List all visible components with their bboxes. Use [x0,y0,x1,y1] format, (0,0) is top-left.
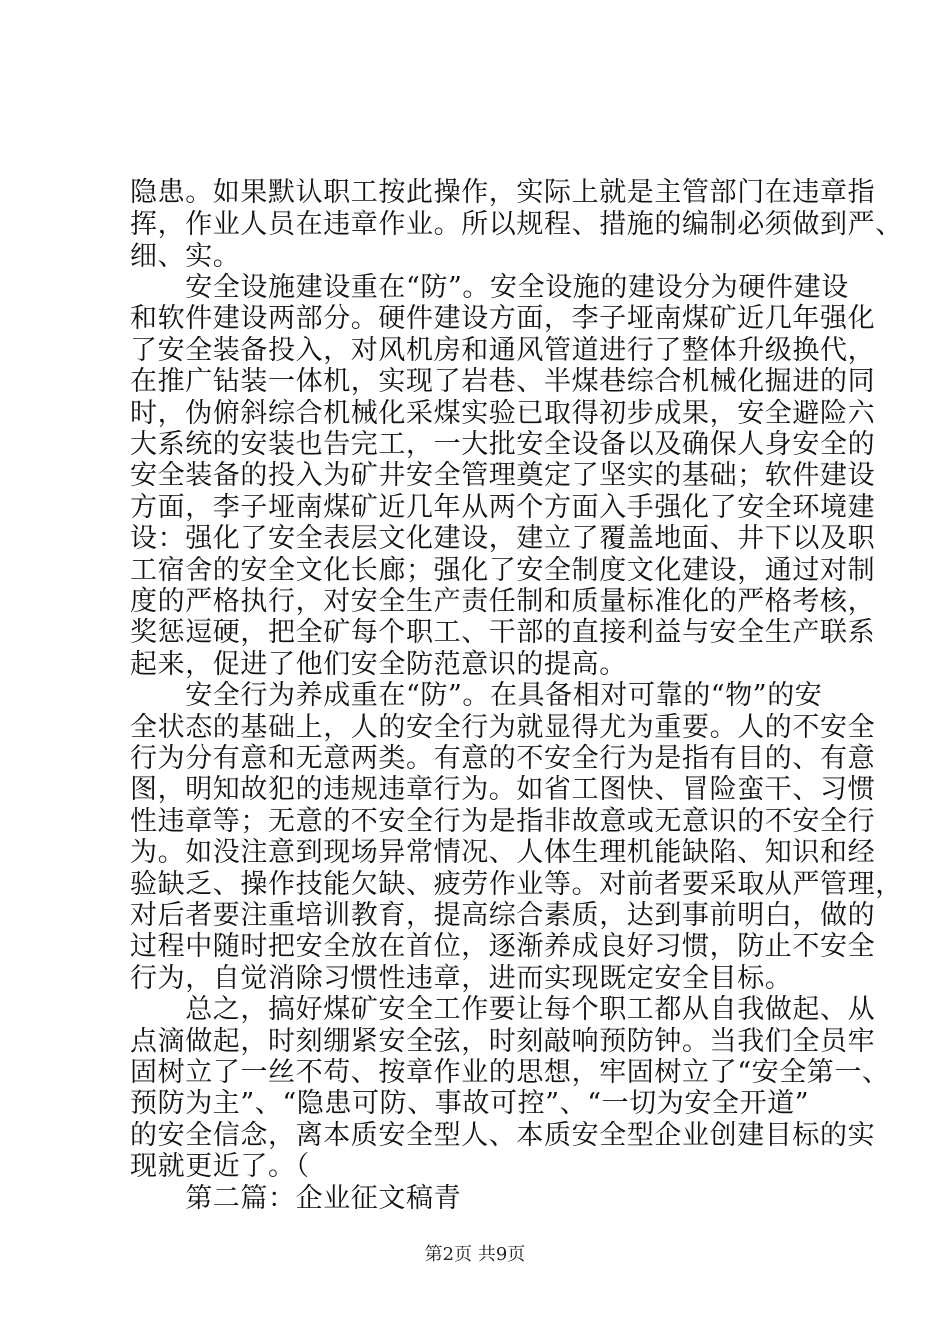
text-line: 验缺乏、操作技能欠缺、疲劳作业等。对前者要采取从严管理， [130,869,903,900]
text-line: 在推广钻装一体机，实现了岩巷、半煤巷综合机械化掘进的同 [130,366,876,397]
text-line: 固树立了一丝不苟、按章作业的思想，牢固树立了“安全第一、 [130,1057,890,1088]
paragraph-start: 总之，搞好煤矿安全工作要让每个职工都从自我做起、从 [130,994,876,1025]
text-line: 细、实。 [130,241,241,272]
text-line: 时，伪俯斜综合机械化采煤实验已取得初步成果，安全避险六 [130,398,876,429]
text-line: 现就更近了。（ [130,1151,310,1182]
page-number-footer: 第2页 共9页 [424,1244,526,1265]
text-line: 工宿舍的安全文化长廊；强化了安全制度文化建设，通过对制 [130,555,876,586]
text-line: 设：强化了安全表层文化建设，建立了覆盖地面、井下以及职 [130,523,876,554]
section-heading: 第二篇：企业征文稿青 [130,1183,462,1214]
text-line: 过程中随时把安全放在首位，逐渐养成良好习惯，防止不安全 [130,931,876,962]
text-line: 行为分有意和无意两类。有意的不安全行为是指有目的、有意 [130,743,876,774]
text-line: 起来，促进了他们安全防范意识的提高。 [130,649,627,680]
text-line: 挥，作业人员在违章作业。所以规程、措施的编制必须做到严、 [130,209,903,240]
text-line: 全状态的基础上，人的安全行为就显得尤为重要。人的不安全 [130,712,876,743]
text-line: 的安全信念，离本质安全型人、本质安全型企业创建目标的实 [130,1120,876,1151]
text-line: 为。如没注意到现场异常情况、人体生理机能缺陷、知识和经 [130,837,876,868]
text-line: 点滴做起，时刻绷紧安全弦，时刻敲响预防钟。当我们全员牢 [130,1026,876,1057]
text-line: 和软件建设两部分。硬件建设方面，李子垭南煤矿近几年强化 [130,303,876,334]
text-line: 方面，李子垭南煤矿近几年从两个方面入手强化了安全环境建 [130,492,876,523]
text-line: 大系统的安装也告完工，一大批安全设备以及确保人身安全的 [130,429,876,460]
text-line: 行为，自觉消除习惯性违章，进而实现既定安全目标。 [130,963,793,994]
text-line: 奖惩逗硬，把全矿每个职工、干部的直接利益与安全生产联系 [130,617,876,648]
text-line: 隐患。如果默认职工按此操作，实际上就是主管部门在违章指 [130,177,876,208]
text-line: 图，明知故犯的违规违章行为。如省工图快、冒险蛮干、习惯 [130,774,876,805]
text-line: 了安全装备投入，对风机房和通风管道进行了整体升级换代， [130,335,876,366]
paragraph-start: 安全设施建设重在“防”。安全设施的建设分为硬件建设 [130,272,849,303]
text-line: 预防为主”、“隐患可防、事故可控”、“一切为安全开道” [130,1088,810,1119]
text-line: 性违章等；无意的不安全行为是指非故意或无意识的不安全行 [130,806,876,837]
text-line: 度的严格执行，对安全生产责任制和质量标准化的严格考核， [130,586,876,617]
text-line: 安全装备的投入为矿井安全管理奠定了坚实的基础；软件建设 [130,460,876,491]
text-line: 对后者要注重培训教育，提高综合素质，达到事前明白，做的 [130,900,876,931]
paragraph-start: 安全行为养成重在“防”。在具备相对可靠的“物”的安 [130,680,823,711]
